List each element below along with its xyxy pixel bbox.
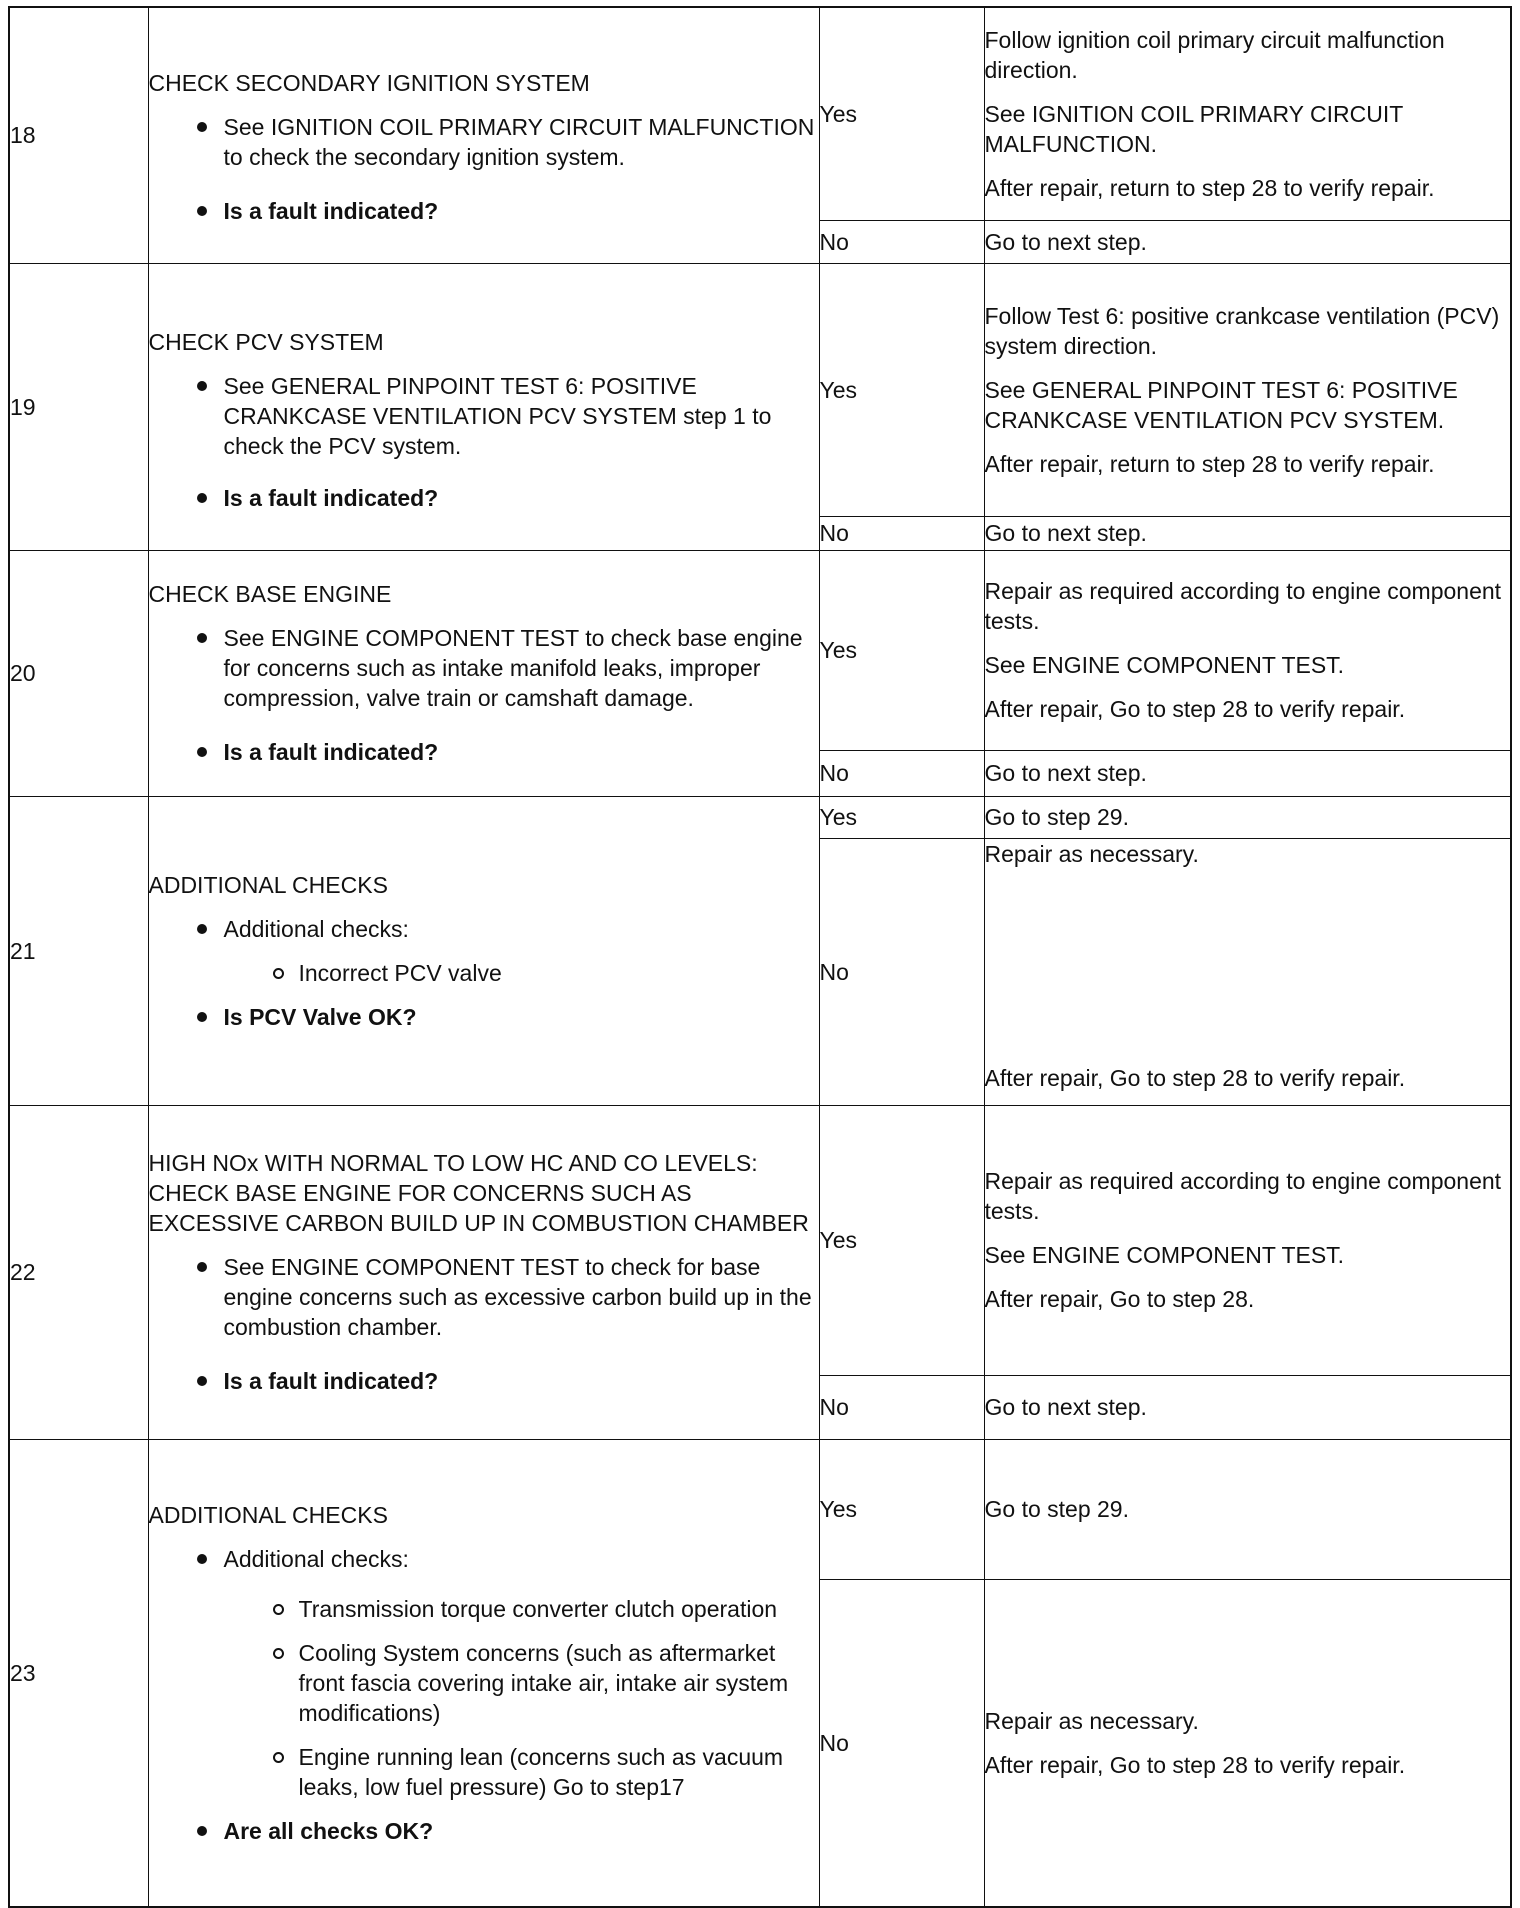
step-22-yes-row: [9, 1105, 1511, 1375]
check-subitem: Cooling System concerns (such as aftermarket front fascia covering intake air, intake air system modifications): [149, 1638, 819, 1728]
step-action: [148, 1439, 819, 1907]
result-text: Repair as required according to engine component tests.: [984, 578, 1502, 634]
answer-yes: Yes: [819, 7, 984, 220]
yes-result: [984, 7, 1511, 220]
result-text: Follow Test 6: positive crankcase ventilation (PCV) system direction.: [984, 302, 1500, 359]
no-result: Go to next step.: [984, 750, 1511, 796]
step-title: CHECK BASE ENGINE: [148, 581, 392, 607]
result-after-repair: After repair, Go to step 28 to verify repair.: [984, 1751, 1406, 1778]
result-after-repair: After repair, Go to step 28.: [984, 1286, 1255, 1312]
check-subitem: Incorrect PCV valve: [149, 958, 819, 988]
step-action: [148, 550, 819, 796]
result-after-repair: After repair, return to step 28 to verify repair.: [984, 174, 1435, 201]
result-after-repair: After repair, Go to step 28 to verify repair.: [984, 696, 1406, 722]
step-title: ADDITIONAL CHECKS: [148, 1501, 388, 1528]
step-title: HIGH NOx WITH NORMAL TO LOW HC AND CO LEVELS: CHECK BASE ENGINE FOR CONCERNS SUCH AS EXCESSIVE CARBON BUILD UP IN COMBUSTION CHAMBER: [148, 1150, 809, 1236]
no-result: [984, 838, 1511, 1105]
answer-no: No: [819, 516, 984, 550]
result-text: Repair as necessary.: [984, 1707, 1199, 1734]
answer-no: No: [819, 1579, 984, 1907]
result-text: Follow ignition coil primary circuit malfunction direction.: [984, 26, 1445, 83]
check-instruction: See ENGINE COMPONENT TEST to check for base engine concerns such as excessive carbon build up in the combustion chamber.: [149, 1252, 819, 1342]
check-subitem: Transmission torque converter clutch operation: [149, 1594, 819, 1624]
answer-no: No: [819, 1375, 984, 1439]
answer-yes: Yes: [819, 1105, 984, 1375]
step-action: [148, 796, 819, 1105]
no-result: [984, 1579, 1511, 1907]
check-instruction: See ENGINE COMPONENT TEST to check base engine for concerns such as intake manifold leaks, improper compression, valve train or camshaft damage.: [149, 623, 819, 713]
step-18-yes-row: [9, 7, 1511, 220]
check-question: Is a fault indicated?: [149, 737, 819, 767]
yes-result: [984, 1105, 1511, 1375]
check-question: Is a fault indicated?: [149, 196, 819, 226]
answer-yes: Yes: [819, 263, 984, 516]
check-question: Is a fault indicated?: [149, 483, 819, 513]
check-question: Are all checks OK?: [149, 1816, 819, 1846]
result-reference: See GENERAL PINPOINT TEST 6: POSITIVE CRANKCASE VENTILATION PCV SYSTEM.: [984, 376, 1458, 433]
step-21-yes-row: [9, 796, 1511, 838]
result-after-repair: After repair, return to step 28 to verify repair.: [984, 450, 1435, 477]
step-19-yes-row: [9, 263, 1511, 516]
check-instruction: Additional checks:: [149, 1544, 819, 1574]
result-reference: See IGNITION COIL PRIMARY CIRCUIT MALFUNCTION.: [984, 100, 1403, 157]
answer-no: No: [819, 750, 984, 796]
step-action: [148, 1105, 819, 1439]
answer-yes: Yes: [819, 796, 984, 838]
step-action: [148, 7, 819, 263]
step-number: 23: [9, 1439, 148, 1907]
no-result: Go to next step.: [984, 220, 1511, 263]
check-subitem: Engine running lean (concerns such as vacuum leaks, low fuel pressure) Go to step17: [149, 1742, 819, 1802]
step-20-yes-row: [9, 550, 1511, 750]
check-question: Is PCV Valve OK?: [149, 1002, 819, 1032]
result-after-repair: After repair, Go to step 28 to verify repair.: [984, 1064, 1406, 1091]
step-number: 18: [9, 7, 148, 263]
step-23-yes-row: [9, 1439, 1511, 1579]
result-reference: See ENGINE COMPONENT TEST.: [984, 1242, 1345, 1268]
diagnostic-steps-table: [8, 6, 1512, 1908]
yes-result: [984, 263, 1511, 516]
no-result: Go to next step.: [984, 516, 1511, 550]
result-text: Repair as required according to engine component tests.: [984, 1168, 1502, 1224]
step-number: 21: [9, 796, 148, 1105]
result-text: Repair as necessary.: [984, 840, 1199, 867]
step-action: [148, 263, 819, 550]
check-instruction: See IGNITION COIL PRIMARY CIRCUIT MALFUNCTION to check the secondary ignition system.: [149, 112, 819, 172]
check-question: Is a fault indicated?: [149, 1366, 819, 1396]
step-title: ADDITIONAL CHECKS: [148, 871, 388, 898]
step-number: 22: [9, 1105, 148, 1439]
yes-result: Go to step 29.: [984, 1439, 1511, 1579]
answer-yes: Yes: [819, 1439, 984, 1579]
step-number: 19: [9, 263, 148, 550]
check-instruction: See GENERAL PINPOINT TEST 6: POSITIVE CRANKCASE VENTILATION PCV SYSTEM step 1 to check the PCV system.: [149, 371, 819, 461]
yes-result: Go to step 29.: [984, 796, 1511, 838]
answer-no: No: [819, 838, 984, 1105]
step-title: CHECK PCV SYSTEM: [148, 328, 384, 355]
step-title: CHECK SECONDARY IGNITION SYSTEM: [148, 70, 590, 97]
answer-yes: Yes: [819, 550, 984, 750]
step-number: 20: [9, 550, 148, 796]
check-instruction: Additional checks:: [149, 914, 819, 944]
result-reference: See ENGINE COMPONENT TEST.: [984, 652, 1345, 678]
no-result: Go to next step.: [984, 1375, 1511, 1439]
yes-result: [984, 550, 1511, 750]
answer-no: No: [819, 220, 984, 263]
